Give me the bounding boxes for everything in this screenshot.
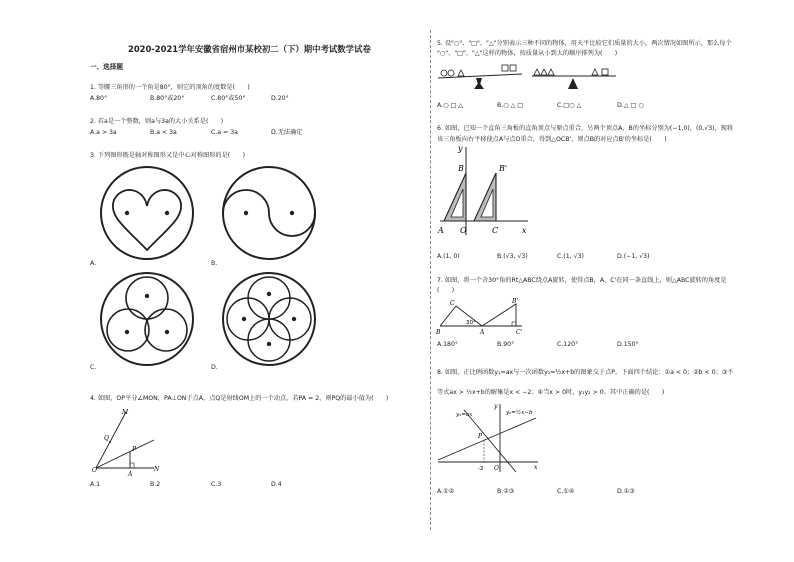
q4-label-n: N — [154, 466, 160, 473]
q6-label-c: C — [492, 226, 499, 235]
q6-label-x: x — [522, 226, 527, 235]
q4-figure — [92, 408, 162, 478]
q5-balance-1 — [436, 60, 526, 94]
q7-option-c[interactable]: C.120° — [557, 341, 579, 348]
q7-label-b: B — [436, 329, 441, 336]
q7-option-b[interactable]: B.90° — [497, 341, 515, 348]
q6-label-b-prime: B' — [499, 164, 508, 173]
q8-stem-line2: 等式ax > ½x+b的解集是x < −2；④当x > 0时，y₁y₂ > 0。其中正确的是( ) — [437, 389, 665, 396]
q1-option-c[interactable]: C.80°或50° — [211, 95, 246, 102]
q8-option-d[interactable]: D.①③ — [617, 488, 635, 495]
q6-label-y: y — [458, 144, 463, 153]
section-heading: 一、选择题 — [90, 63, 123, 71]
q1-stem: 1. 等腰三角形的一个角是80°，则它的顶角的度数是( ) — [90, 84, 250, 91]
q5-option-d[interactable]: D.△ □ ○ — [617, 102, 644, 109]
q4-label-o: O — [92, 467, 97, 474]
q7-label-angle: 30° — [466, 320, 476, 326]
q7-option-d[interactable]: D.150° — [617, 341, 639, 348]
q8-label-y2: y₂=½x−b — [506, 410, 533, 416]
q3-label-c[interactable]: C. — [90, 364, 97, 371]
q4-label-m: M — [122, 409, 129, 416]
q1-option-a[interactable]: A.80° — [90, 95, 108, 102]
q7-stem: 7. 如图，将一个含30°角的Rt△ABC绕点A旋转，使得点B，A，C'在同一条直线上，则△ABC旋转的角度是 — [437, 277, 727, 284]
q3-label-d[interactable]: D. — [211, 364, 218, 371]
q7-figure — [436, 296, 532, 336]
q1-option-d[interactable]: D.20° — [271, 95, 289, 102]
q6-option-b[interactable]: B.(√3, √3) — [497, 253, 528, 260]
q7-label-a: A — [480, 329, 485, 336]
q4-label-q: Q — [104, 435, 109, 442]
q3-figure-a — [100, 166, 194, 260]
q3-label-a[interactable]: A. — [90, 260, 97, 267]
q4-label-p: P — [132, 446, 137, 453]
q8-label-p: P — [478, 433, 483, 440]
q8-figure — [436, 402, 544, 474]
q8-stem-line1: 8. 如图，正比例函数y₁=ax与一次函数y₂=½x+b的图象交于点P。下面四个结论：①a < 0；②b < 0；③不 — [437, 369, 734, 376]
q4-option-a[interactable]: A.1 — [90, 481, 101, 488]
q5-stem-line1: 5. 设"○"、"□"、"△"分别表示三种不同的物体，用天平比较它们质量的大小，两次情况如图所示，那么每个 — [437, 40, 732, 47]
q4-option-b[interactable]: B.2 — [150, 481, 161, 488]
q8-label-x: x — [534, 464, 538, 471]
q8-option-b[interactable]: B.②③ — [497, 488, 515, 495]
q7-label-b-prime: B' — [512, 298, 519, 305]
q2-option-b[interactable]: B.a < 3a — [150, 129, 177, 136]
q8-option-c[interactable]: C.①④ — [557, 488, 575, 495]
q8-option-a[interactable]: A.①② — [437, 488, 455, 495]
q4-option-c[interactable]: C.3 — [211, 481, 222, 488]
q6-label-o: O — [460, 226, 467, 235]
q5-stem-line2: "○"、"□"、"△"这样的物体，按质量从小到大的顺序排列为( ) — [437, 50, 618, 57]
q7-label-c: C — [450, 300, 455, 307]
q4-label-a: A — [128, 471, 133, 478]
q8-label-o: O — [494, 465, 499, 472]
q6-stem-line2: 该三角板向右平移使点A与点O重合，得到△OCB'，则点B的对应点B'的坐标是( ) — [437, 136, 667, 143]
q6-label-a: A — [438, 226, 444, 235]
q7-label-c-prime: C' — [516, 329, 523, 336]
q8-label-minus2: -2 — [478, 466, 484, 472]
q5-option-b[interactable]: B.○ △ □ — [497, 102, 524, 109]
q6-option-d[interactable]: D.(−1, √3) — [617, 253, 650, 260]
q6-option-a[interactable]: A.(1, 0) — [437, 253, 460, 260]
q3-figure-b — [222, 166, 316, 260]
q7-option-a[interactable]: A.180° — [437, 341, 458, 348]
q6-figure — [436, 143, 532, 239]
q3-label-b[interactable]: B. — [211, 260, 218, 267]
q2-option-d[interactable]: D.无法确定 — [271, 129, 303, 136]
q3-stem: 3. 下列图形既是轴对称图形又是中心对称图形的是( ) — [90, 152, 246, 159]
q5-option-c[interactable]: C.□○ △ — [557, 102, 582, 109]
q6-label-b: B — [458, 164, 464, 173]
q6-option-c[interactable]: C.(1, √3) — [557, 253, 584, 260]
q4-stem: 4. 如图，OP平分∠MON，PA⊥ON于点A，点Q是射线OM上的一个动点，若PA = 2，则PQ的最小值为( ) — [90, 395, 389, 402]
q4-option-d[interactable]: D.4 — [271, 481, 282, 488]
q5-option-a[interactable]: A.○ □ △ — [437, 102, 464, 109]
q1-option-b[interactable]: B.80°或20° — [150, 95, 185, 102]
q7-stem-line2: ( ) — [437, 287, 455, 294]
q8-label-y1: y₁=ax — [456, 412, 473, 418]
q2-stem: 2. 若a是一个整数，则a与3a的大小关系是( ) — [90, 118, 224, 125]
q8-label-y: y — [494, 403, 498, 410]
q5-balance-2 — [530, 60, 620, 94]
q2-option-c[interactable]: C.a = 3a — [211, 129, 238, 136]
page-title: 2020-2021学年安徽省宿州市某校初二（下）期中考试数学试卷 — [128, 44, 371, 54]
q3-figure-d — [222, 272, 316, 366]
column-divider — [430, 30, 431, 530]
q3-figure-c — [100, 272, 194, 366]
q2-option-a[interactable]: A.a > 3a — [90, 129, 117, 136]
q6-stem-line1: 6. 如图，已知一个直角三角板的直角顶点与原点重合，另两个顶点A，B的坐标分别为(−1,0)，(0,√3)，现将 — [437, 125, 734, 132]
